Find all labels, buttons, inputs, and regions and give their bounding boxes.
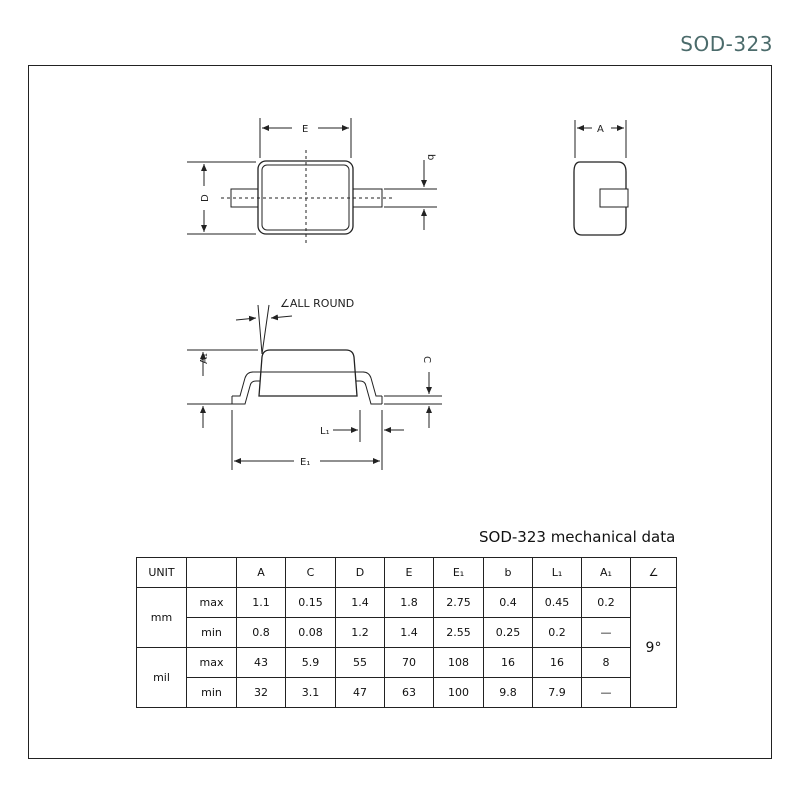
- header-cell: C: [286, 558, 336, 588]
- value-cell: 1.4: [385, 618, 434, 648]
- value-cell: —: [582, 678, 631, 708]
- value-cell: 0.2: [582, 588, 631, 618]
- label-C: C: [421, 356, 432, 363]
- label-E: E: [302, 124, 309, 135]
- limit-cell: min: [187, 618, 237, 648]
- limit-cell: max: [187, 648, 237, 678]
- value-cell: 0.25: [484, 618, 533, 648]
- limit-cell: max: [187, 588, 237, 618]
- value-cell: 1.4: [336, 588, 385, 618]
- header-cell: E₁: [434, 558, 484, 588]
- angle-cell: 9°: [631, 588, 677, 708]
- table-header-row: [137, 558, 677, 588]
- value-cell: 70: [385, 648, 434, 678]
- table-row: [137, 648, 677, 678]
- label-E1: E₁: [300, 457, 311, 468]
- table-title: SOD-323 mechanical data: [479, 528, 676, 546]
- value-cell: 0.15: [286, 588, 336, 618]
- header-cell: E: [385, 558, 434, 588]
- table-row: [137, 588, 677, 618]
- label-all-round: ∠ALL ROUND: [280, 297, 355, 310]
- value-cell: —: [582, 618, 631, 648]
- end-view: [574, 120, 628, 235]
- value-cell: 63: [385, 678, 434, 708]
- value-cell: 0.08: [286, 618, 336, 648]
- value-cell: 5.9: [286, 648, 336, 678]
- side-view: [187, 305, 442, 470]
- header-cell: [187, 558, 237, 588]
- value-cell: 1.2: [336, 618, 385, 648]
- value-cell: 32: [237, 678, 286, 708]
- header-cell: D: [336, 558, 385, 588]
- value-cell: 1.8: [385, 588, 434, 618]
- label-A1: A₁: [199, 353, 210, 364]
- value-cell: 16: [533, 648, 582, 678]
- value-cell: 7.9: [533, 678, 582, 708]
- value-cell: 1.1: [237, 588, 286, 618]
- value-cell: 3.1: [286, 678, 336, 708]
- value-cell: 43: [237, 648, 286, 678]
- unit-cell: mm: [137, 588, 187, 648]
- value-cell: 108: [434, 648, 484, 678]
- top-view: [187, 118, 437, 245]
- header-cell: A: [237, 558, 286, 588]
- limit-cell: min: [187, 678, 237, 708]
- value-cell: 2.55: [434, 618, 484, 648]
- header-cell: A₁: [582, 558, 631, 588]
- value-cell: 0.45: [533, 588, 582, 618]
- page-title: SOD-323: [680, 32, 773, 56]
- label-L1: L₁: [320, 426, 330, 437]
- mechanical-data-table: [136, 557, 677, 708]
- value-cell: 47: [336, 678, 385, 708]
- label-D: D: [200, 194, 211, 202]
- value-cell: 8: [582, 648, 631, 678]
- value-cell: 2.75: [434, 588, 484, 618]
- label-b: b: [425, 154, 436, 161]
- header-cell: ∠: [631, 558, 677, 588]
- value-cell: 0.4: [484, 588, 533, 618]
- value-cell: 55: [336, 648, 385, 678]
- value-cell: 9.8: [484, 678, 533, 708]
- table-row: [137, 678, 677, 708]
- value-cell: 16: [484, 648, 533, 678]
- header-cell: L₁: [533, 558, 582, 588]
- table-row: [137, 618, 677, 648]
- unit-cell: mil: [137, 648, 187, 708]
- value-cell: 0.8: [237, 618, 286, 648]
- value-cell: 0.2: [533, 618, 582, 648]
- header-cell: b: [484, 558, 533, 588]
- label-A: A: [597, 124, 604, 135]
- value-cell: 100: [434, 678, 484, 708]
- header-cell: UNIT: [137, 558, 187, 588]
